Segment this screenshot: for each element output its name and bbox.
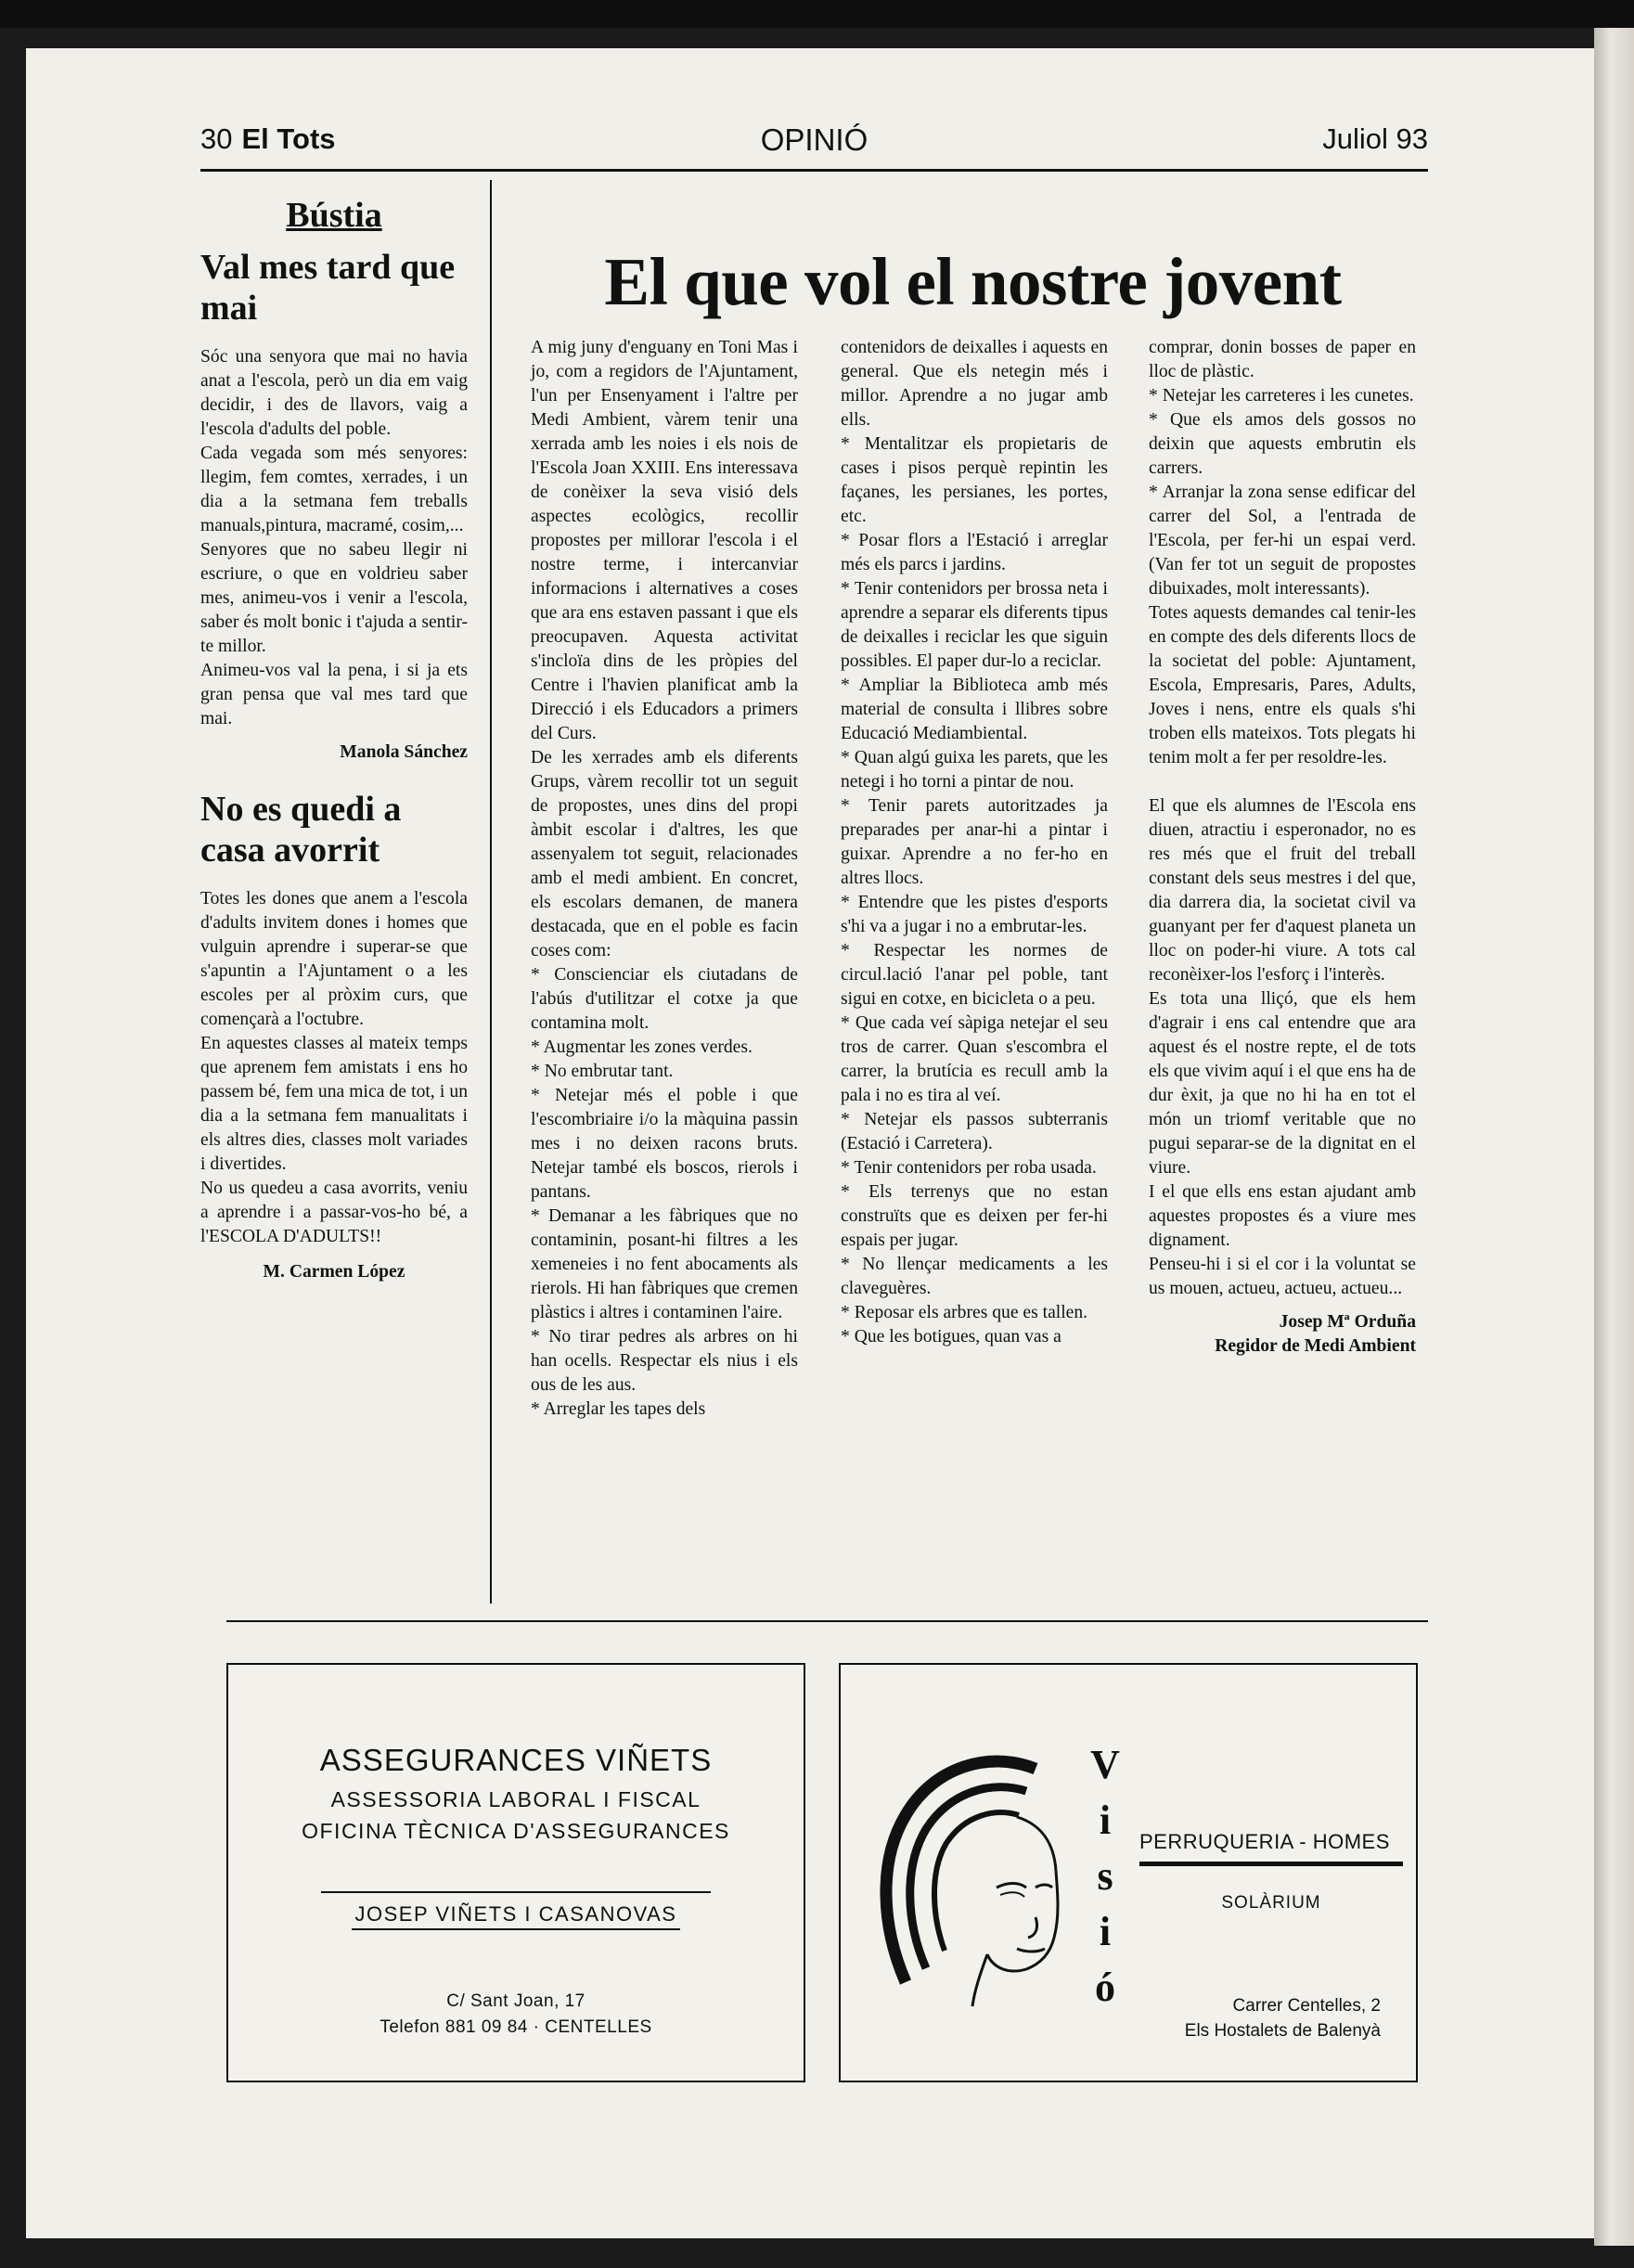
article-paragraph: * No embrutar tant. (531, 1062, 674, 1081)
article-paragraph: * Netejar les carreteres i les cunetes. (1149, 386, 1414, 406)
salon-rule (1139, 1862, 1403, 1866)
article-paragraph: * Els terrenys que no estan construïts que es deixen per fer-hi espais per jugar. (841, 1182, 1108, 1250)
article-paragraph: Penseu-hi i si el cor i la voluntat se us mouen, actueu, actueu, actueu... (1149, 1255, 1416, 1298)
article-paragraph: El que els alumnes de l'Escola ens diuen, atractiu i esperonador, no es res més que el fruit del treball constant dels seus mestres i del que, dia darrera dia, la societat civil va guanyant per fer d'aquest planeta un lloc on poder-hi viure. A tots cal reconèixer-los l'esforç i l'interès. (1149, 796, 1416, 985)
author-role: Regidor de Medi Ambient (1215, 1336, 1416, 1356)
letter1-paragraph: Animeu-vos val la pena, i si ja ets gran pensa que val mes tard que mai. (200, 661, 468, 728)
letter1-title: Val mes tard que mai (200, 248, 456, 328)
salon-address-line1: Carrer Centelles, 2 (1232, 1996, 1381, 2016)
article-paragraph: * Que els amos dels gossos no deixin que aquests embrutin els carrers. (1149, 410, 1416, 478)
insurance-title: ASSEGURANCES VIÑETS (319, 1743, 713, 1777)
salon-service: PERRUQUERIA - HOMES (1139, 1830, 1390, 1853)
letter1-paragraph: Senyores que no sabeu llegir ni escriure, o que en voldrieu saber mes, animeu-vos i venir a l'escola, saber és molt bonic i t'ajuda a sentir-te millor. (200, 540, 468, 656)
article-paragraph: * Tenir contenidors per brossa neta i aprendre a separar els diferents tipus de deixalles i reciclar les que siguin possibles. El paper dur-lo a reciclar. (841, 579, 1108, 671)
article-paragraph: De les xerrades amb els diferents Grups, vàrem recollir tot un seguit de propostes, unes dins del propi àmbit escolar i d'altres, les que assenyalem tot seguit, relacionades amb el medi ambient. En concret, els escolars demanen, de manera destacada, que en el poble es facin coses com: (531, 748, 798, 960)
article-paragraph: * Demanar a les fàbriques que no contaminin, posant-hi filtres a les xemeneies i no fent abocaments als rierols. Hi han fàbriques que cremen plàstics i altres i contaminen l'aire. (531, 1206, 798, 1322)
article-paragraph: * Que cada veí sàpiga netejar el seu tros de carrer. Quan s'escombra el carrer, la brutícia es recull amb la pala i no es tira al veí. (841, 1013, 1108, 1105)
brand-letter: ó (1095, 1965, 1115, 2010)
insurance-line2: OFICINA TÈCNICA D'ASSEGURANCES (302, 1819, 730, 1843)
letter2-paragraph: En aquestes classes al mateix temps que aprenem fem amistats i ens ho passem bé, fem una mica de tot, i un dia a la setmana fem manualitats i els altres dies, classes molt variades i divertides. (200, 1034, 468, 1174)
article-paragraph: * Respectar les normes de circul.lació l'anar pel poble, tant sigui en cotxe, en bicicleta o a peu. (841, 941, 1108, 1009)
article-paragraph: A mig juny d'enguany en Toni Mas i jo, com a regidors de l'Ajuntament, l'un per Ensenyament i l'altre per Medi Ambient, vàrem tenir una xerrada amb les noies i els nois de l'Escola Joan XXIII. Ens interessava de conèixer la seva visió dels aspectes ecològics, recollir propostes per millorar l'escola i el nostre terme, i intercanviar informacions i alternatives a coses que ara ens estaven passant i que els preocupaven. Aquesta activitat s'incloïa dins de les pròpies del Centre i l'havien planificat amb la Direcció i els Educadors a primers del Curs. (531, 338, 798, 743)
article-paragraph: * Que les botigues, quan vas a (841, 1327, 1061, 1347)
article-paragraph: * Quan algú guixa les parets, que les netegi i ho torni a pintar de nou. (841, 748, 1108, 792)
article-paragraph: Es tota una lliçó, que els hem d'agrair i ens cal entendre que ara aquest és el nostre repte, el de tots els que vivim aquí i el que ens ha de dur èxit, ja que no hi ha en tot el món un triomf veritable que no pugui separar-se de la dignitat en el viure. (1149, 989, 1416, 1178)
page-header (200, 122, 1428, 163)
brand-letter: i (1099, 1798, 1112, 1843)
letter2-paragraph: No us quedeu a casa avorrits, veniu a aprendre i a passar-vos-ho bé, a l'ESCOLA D'ADULTS!! (200, 1179, 468, 1246)
letter2-paragraph: Totes les dones que anem a l'escola d'adults invitem dones i homes que vulguin aprendre i superar-se que s'apuntin a l'Ajuntament o a les escoles per al pròxim curs, que començarà a l'octubre. (200, 889, 468, 1029)
bustia-heading: Bústia (286, 196, 382, 235)
brand-letter: V (1090, 1742, 1120, 1787)
article-paragraph: * Tenir contenidors per roba usada. (841, 1158, 1097, 1178)
author-name: Josep Mª Orduña (1279, 1312, 1416, 1332)
page-number: 30 (200, 122, 233, 155)
insurance-address: C/ Sant Joan, 17 (446, 1991, 585, 2011)
bustia-column (200, 186, 468, 1282)
letter2-signature: M. Carmen López (263, 1262, 405, 1282)
article-column-2 (841, 336, 1108, 1349)
letter1-body (200, 345, 468, 731)
article-paragraph: * Conscienciar els ciutadans de l'abús d'utilitzar el cotxe ja que contamina molt. (531, 965, 798, 1033)
article-title: El que vol el nostre jovent (604, 244, 1342, 319)
article-column-1 (531, 336, 798, 1422)
publication-name: El Tots (241, 122, 336, 155)
header-rule (200, 169, 1428, 172)
article-paragraph: contenidors de deixalles i aquests en general. Que els netegin més i millor. Aprendre a no jugar amb ells. (841, 338, 1108, 430)
article-paragraph: * Netejar més el poble i que l'escombriaire i/o la màquina passin mes i no deixen racons bruts. Netejar també els boscos, rierols i pantans. (531, 1086, 798, 1202)
letter2-body (200, 887, 468, 1249)
article-paragraph: * Netejar els passos subterranis (Estació i Carretera). (841, 1110, 1108, 1153)
ads-separator (226, 1620, 1428, 1622)
article-paragraph: * No llençar medicaments a les claveguères. (841, 1255, 1108, 1298)
issue-date: Juliol 93 (1322, 122, 1428, 155)
insurance-owner-name: JOSEP VIÑETS I CASANOVAS (352, 1902, 681, 1930)
salon-address (1139, 1993, 1403, 2043)
article-paragraph: * Ampliar la Biblioteca amb més material de consulta i llibres sobre Educació Mediambiental. (841, 676, 1108, 743)
article-paragraph: comprar, donin bosses de paper en lloc de plàstic. (1149, 338, 1416, 381)
section-name: OPINIÓ (760, 122, 868, 157)
next-page-edge (1594, 28, 1634, 2246)
scan-top-edge (0, 0, 1634, 28)
article-paragraph: * Arreglar les tapes dels (531, 1399, 706, 1419)
article-paragraph: * Tenir parets autoritzades ja preparades per anar-hi a pintar i guixar. Aprendre a no fer-ho en altres llocs. (841, 796, 1108, 888)
article-paragraph: * Posar flors a l'Estació i arreglar més els parcs i jardins. (841, 531, 1108, 574)
insurance-rule (321, 1891, 711, 1893)
letter2-title: No es quedi a casa avorrit (200, 790, 402, 870)
letter1-paragraph: Cada vegada som més senyores: llegim, fem comtes, xerrades, i un dia a la setmana fem treballs manuals,pintura, macramé, cosim,... (200, 444, 468, 535)
head-profile-logo (878, 1732, 1073, 2010)
insurance-line1: ASSESSORIA LABORAL I FISCAL (330, 1787, 701, 1811)
letter1-signature: Manola Sánchez (340, 742, 468, 762)
insurance-ad (226, 1663, 805, 2082)
article-paragraph: * Augmentar les zones verdes. (531, 1037, 753, 1057)
column-divider (490, 180, 492, 1604)
article-paragraph: * Reposar els arbres que es tallen. (841, 1303, 1088, 1322)
brand-letter: s (1097, 1853, 1113, 1899)
brand-letter: i (1099, 1909, 1112, 1954)
article-signature (1149, 1310, 1416, 1359)
article-paragraph: * Entendre que les pistes d'esports s'hi va a jugar i no a embrutar-les. (841, 893, 1108, 936)
article-paragraph: * Arranjar la zona sense edificar del carrer del Sol, a l'entrada de l'Escola, per fer-hi un espai verd. (Van fer tot un seguit de propostes dibuixades, molt interessants). (1149, 483, 1416, 599)
salon-brand (1084, 1737, 1126, 2016)
salon-extra: SOLÀRIUM (1221, 1893, 1321, 1913)
article-column-3 (1149, 336, 1416, 1359)
article-paragraph: I el que ells ens estan ajudant amb aquestes propostes és a viure mes dignament. (1149, 1182, 1416, 1250)
salon-ad (839, 1663, 1418, 2082)
insurance-phone: Telefon 881 09 84 · CENTELLES (380, 2017, 652, 2037)
paragraph-gap (1149, 770, 1416, 794)
salon-address-line2: Els Hostalets de Balenyà (1184, 2021, 1381, 2041)
article-paragraph: * No tirar pedres als arbres on hi han ocells. Respectar els nius i els ous de les aus. (531, 1327, 798, 1395)
letter1-paragraph: Sóc una senyora que mai no havia anat a l'escola, però un dia em vaig decidir, i des de llavors, vaig a l'escola d'adults del poble. (200, 347, 468, 439)
article-paragraph: Totes aquests demandes cal tenir-les en compte des dels diferents llocs de la societat del poble: Ajuntament, Escola, Empresaris, Pares, Adults, Joves i nens, entre els quals s'hi troben ells mateixos. Tots plegats hi tenim molt a fer per resoldre-les. (1149, 603, 1416, 767)
article-paragraph: * Mentalitzar els propietaris de cases i pisos perquè repintin les façanes, les persianes, les portes, etc. (841, 434, 1108, 526)
insurance-owner (228, 1902, 804, 1927)
